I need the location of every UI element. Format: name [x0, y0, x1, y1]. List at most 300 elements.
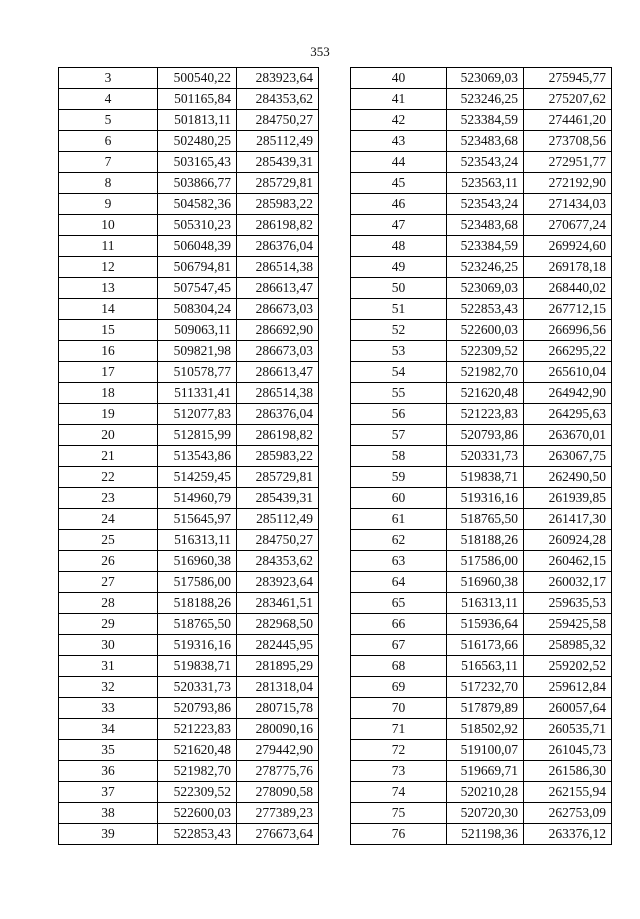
y-coordinate-cell: 275945,77	[524, 68, 612, 89]
x-coordinate-cell: 523483,68	[447, 131, 524, 152]
y-coordinate-cell: 271434,03	[524, 194, 612, 215]
point-number-cell: 37	[59, 782, 158, 803]
y-coordinate-cell: 268440,02	[524, 278, 612, 299]
x-coordinate-cell: 518765,50	[158, 614, 237, 635]
x-coordinate-cell: 519316,16	[158, 635, 237, 656]
table-row	[351, 173, 612, 194]
table-row	[351, 782, 612, 803]
x-coordinate-cell: 519838,71	[158, 656, 237, 677]
x-coordinate-cell: 521620,48	[447, 383, 524, 404]
table-row	[351, 614, 612, 635]
table-row	[59, 467, 319, 488]
table-row	[351, 551, 612, 572]
table-row	[59, 656, 319, 677]
y-coordinate-cell: 277389,23	[237, 803, 319, 824]
x-coordinate-cell: 517586,00	[158, 572, 237, 593]
table-row	[351, 404, 612, 425]
page-number: 353	[310, 44, 330, 59]
y-coordinate-cell: 267712,15	[524, 299, 612, 320]
point-number-cell: 58	[351, 446, 447, 467]
y-coordinate-cell: 284750,27	[237, 530, 319, 551]
point-number-cell: 54	[351, 362, 447, 383]
y-coordinate-cell: 261586,30	[524, 761, 612, 782]
table-row	[351, 68, 612, 89]
x-coordinate-cell: 523543,24	[447, 194, 524, 215]
y-coordinate-cell: 265610,04	[524, 362, 612, 383]
point-number-cell: 65	[351, 593, 447, 614]
y-coordinate-cell: 285439,31	[237, 152, 319, 173]
y-coordinate-cell: 286613,47	[237, 278, 319, 299]
y-coordinate-cell: 286198,82	[237, 425, 319, 446]
x-coordinate-cell: 522309,52	[158, 782, 237, 803]
point-number-cell: 31	[59, 656, 158, 677]
point-number-cell: 12	[59, 257, 158, 278]
table-row	[59, 677, 319, 698]
table-row	[351, 740, 612, 761]
y-coordinate-cell: 258985,32	[524, 635, 612, 656]
y-coordinate-cell: 285729,81	[237, 467, 319, 488]
table-row	[59, 215, 319, 236]
y-coordinate-cell: 261417,30	[524, 509, 612, 530]
table-row	[351, 299, 612, 320]
point-number-cell: 35	[59, 740, 158, 761]
x-coordinate-cell: 519316,16	[447, 488, 524, 509]
point-number-cell: 30	[59, 635, 158, 656]
point-number-cell: 29	[59, 614, 158, 635]
x-coordinate-cell: 501165,84	[158, 89, 237, 110]
x-coordinate-cell: 522309,52	[447, 341, 524, 362]
table-row	[351, 761, 612, 782]
point-number-cell: 33	[59, 698, 158, 719]
x-coordinate-cell: 516960,38	[158, 551, 237, 572]
point-number-cell: 75	[351, 803, 447, 824]
x-coordinate-cell: 516313,11	[158, 530, 237, 551]
point-number-cell: 59	[351, 467, 447, 488]
table-row	[59, 551, 319, 572]
point-number-cell: 76	[351, 824, 447, 845]
point-number-cell: 34	[59, 719, 158, 740]
point-number-cell: 24	[59, 509, 158, 530]
x-coordinate-cell: 514259,45	[158, 467, 237, 488]
table-row	[351, 257, 612, 278]
y-coordinate-cell: 284353,62	[237, 89, 319, 110]
table-row	[59, 194, 319, 215]
coordinates-table-left	[58, 67, 319, 845]
y-coordinate-cell: 281895,29	[237, 656, 319, 677]
x-coordinate-cell: 502480,25	[158, 131, 237, 152]
table-row	[351, 446, 612, 467]
table-row	[59, 740, 319, 761]
point-number-cell: 15	[59, 320, 158, 341]
table-row	[59, 572, 319, 593]
table-row	[59, 761, 319, 782]
table-row	[351, 194, 612, 215]
table-row	[59, 278, 319, 299]
point-number-cell: 44	[351, 152, 447, 173]
x-coordinate-cell: 522600,03	[447, 320, 524, 341]
y-coordinate-cell: 278090,58	[237, 782, 319, 803]
x-coordinate-cell: 521982,70	[447, 362, 524, 383]
x-coordinate-cell: 519669,71	[447, 761, 524, 782]
point-number-cell: 10	[59, 215, 158, 236]
x-coordinate-cell: 516313,11	[447, 593, 524, 614]
point-number-cell: 50	[351, 278, 447, 299]
y-coordinate-cell: 279442,90	[237, 740, 319, 761]
x-coordinate-cell: 509063,11	[158, 320, 237, 341]
x-coordinate-cell: 519100,07	[447, 740, 524, 761]
y-coordinate-cell: 272951,77	[524, 152, 612, 173]
table-row	[351, 509, 612, 530]
table-row	[351, 425, 612, 446]
point-number-cell: 61	[351, 509, 447, 530]
x-coordinate-cell: 504582,36	[158, 194, 237, 215]
y-coordinate-cell: 260924,28	[524, 530, 612, 551]
point-number-cell: 46	[351, 194, 447, 215]
table-row	[59, 635, 319, 656]
y-coordinate-cell: 283923,64	[237, 68, 319, 89]
x-coordinate-cell: 517586,00	[447, 551, 524, 572]
y-coordinate-cell: 259202,52	[524, 656, 612, 677]
table-row	[59, 782, 319, 803]
point-number-cell: 25	[59, 530, 158, 551]
point-number-cell: 20	[59, 425, 158, 446]
table-row	[59, 509, 319, 530]
x-coordinate-cell: 500540,22	[158, 68, 237, 89]
table-row	[59, 257, 319, 278]
y-coordinate-cell: 286692,90	[237, 320, 319, 341]
table-row	[351, 236, 612, 257]
y-coordinate-cell: 285439,31	[237, 488, 319, 509]
x-coordinate-cell: 522853,43	[447, 299, 524, 320]
y-coordinate-cell: 282968,50	[237, 614, 319, 635]
x-coordinate-cell: 509821,98	[158, 341, 237, 362]
x-coordinate-cell: 510578,77	[158, 362, 237, 383]
x-coordinate-cell: 518502,92	[447, 719, 524, 740]
table-row	[59, 425, 319, 446]
table-row	[59, 320, 319, 341]
point-number-cell: 71	[351, 719, 447, 740]
y-coordinate-cell: 266996,56	[524, 320, 612, 341]
x-coordinate-cell: 513543,86	[158, 446, 237, 467]
point-number-cell: 3	[59, 68, 158, 89]
y-coordinate-cell: 283923,64	[237, 572, 319, 593]
x-coordinate-cell: 515936,64	[447, 614, 524, 635]
point-number-cell: 49	[351, 257, 447, 278]
point-number-cell: 21	[59, 446, 158, 467]
point-number-cell: 66	[351, 614, 447, 635]
x-coordinate-cell: 508304,24	[158, 299, 237, 320]
point-number-cell: 48	[351, 236, 447, 257]
y-coordinate-cell: 261045,73	[524, 740, 612, 761]
x-coordinate-cell: 520210,28	[447, 782, 524, 803]
table-body	[351, 68, 612, 845]
point-number-cell: 70	[351, 698, 447, 719]
y-coordinate-cell: 278775,76	[237, 761, 319, 782]
y-coordinate-cell: 285112,49	[237, 131, 319, 152]
x-coordinate-cell: 520793,86	[158, 698, 237, 719]
table-row	[59, 110, 319, 131]
table-row	[59, 593, 319, 614]
x-coordinate-cell: 520793,86	[447, 425, 524, 446]
table-row	[351, 131, 612, 152]
x-coordinate-cell: 506048,39	[158, 236, 237, 257]
table-row	[351, 824, 612, 845]
point-number-cell: 22	[59, 467, 158, 488]
point-number-cell: 5	[59, 110, 158, 131]
point-number-cell: 40	[351, 68, 447, 89]
x-coordinate-cell: 519838,71	[447, 467, 524, 488]
table-row	[351, 152, 612, 173]
table-row	[351, 593, 612, 614]
y-coordinate-cell: 272192,90	[524, 173, 612, 194]
point-number-cell: 17	[59, 362, 158, 383]
table-row	[59, 341, 319, 362]
x-coordinate-cell: 507547,45	[158, 278, 237, 299]
x-coordinate-cell: 523246,25	[447, 257, 524, 278]
table-row	[351, 110, 612, 131]
y-coordinate-cell: 286673,03	[237, 299, 319, 320]
point-number-cell: 27	[59, 572, 158, 593]
x-coordinate-cell: 517232,70	[447, 677, 524, 698]
point-number-cell: 14	[59, 299, 158, 320]
x-coordinate-cell: 518188,26	[158, 593, 237, 614]
table-row	[59, 383, 319, 404]
table-row	[351, 572, 612, 593]
x-coordinate-cell: 518188,26	[447, 530, 524, 551]
table-row	[351, 635, 612, 656]
point-number-cell: 60	[351, 488, 447, 509]
table-row	[59, 131, 319, 152]
y-coordinate-cell: 261939,85	[524, 488, 612, 509]
x-coordinate-cell: 501813,11	[158, 110, 237, 131]
table-row	[59, 362, 319, 383]
table-row	[351, 215, 612, 236]
point-number-cell: 74	[351, 782, 447, 803]
point-number-cell: 41	[351, 89, 447, 110]
x-coordinate-cell: 518765,50	[447, 509, 524, 530]
x-coordinate-cell: 522853,43	[158, 824, 237, 845]
coordinates-table-right	[350, 67, 612, 845]
y-coordinate-cell: 274461,20	[524, 110, 612, 131]
point-number-cell: 52	[351, 320, 447, 341]
table-row	[59, 719, 319, 740]
y-coordinate-cell: 269178,18	[524, 257, 612, 278]
y-coordinate-cell: 280090,16	[237, 719, 319, 740]
table-row	[59, 530, 319, 551]
x-coordinate-cell: 514960,79	[158, 488, 237, 509]
y-coordinate-cell: 280715,78	[237, 698, 319, 719]
x-coordinate-cell: 505310,23	[158, 215, 237, 236]
table-row	[59, 236, 319, 257]
table-row	[351, 467, 612, 488]
y-coordinate-cell: 269924,60	[524, 236, 612, 257]
x-coordinate-cell: 503165,43	[158, 152, 237, 173]
x-coordinate-cell: 516173,66	[447, 635, 524, 656]
point-number-cell: 47	[351, 215, 447, 236]
x-coordinate-cell: 523246,25	[447, 89, 524, 110]
y-coordinate-cell: 264942,90	[524, 383, 612, 404]
x-coordinate-cell: 523069,03	[447, 68, 524, 89]
table-row	[351, 362, 612, 383]
x-coordinate-cell: 521198,36	[447, 824, 524, 845]
point-number-cell: 19	[59, 404, 158, 425]
y-coordinate-cell: 276673,64	[237, 824, 319, 845]
x-coordinate-cell: 523384,59	[447, 110, 524, 131]
point-number-cell: 56	[351, 404, 447, 425]
x-coordinate-cell: 522600,03	[158, 803, 237, 824]
point-number-cell: 43	[351, 131, 447, 152]
table-row	[351, 89, 612, 110]
point-number-cell: 57	[351, 425, 447, 446]
y-coordinate-cell: 286514,38	[237, 383, 319, 404]
x-coordinate-cell: 520331,73	[158, 677, 237, 698]
table-row	[59, 446, 319, 467]
table-row	[351, 698, 612, 719]
table-row	[351, 656, 612, 677]
y-coordinate-cell: 285983,22	[237, 194, 319, 215]
point-number-cell: 45	[351, 173, 447, 194]
y-coordinate-cell: 282445,95	[237, 635, 319, 656]
table-row	[351, 383, 612, 404]
point-number-cell: 55	[351, 383, 447, 404]
point-number-cell: 8	[59, 173, 158, 194]
x-coordinate-cell: 503866,77	[158, 173, 237, 194]
y-coordinate-cell: 286376,04	[237, 236, 319, 257]
y-coordinate-cell: 260057,64	[524, 698, 612, 719]
table-row	[351, 320, 612, 341]
point-number-cell: 69	[351, 677, 447, 698]
table-row	[351, 341, 612, 362]
point-number-cell: 6	[59, 131, 158, 152]
x-coordinate-cell: 523384,59	[447, 236, 524, 257]
x-coordinate-cell: 521223,83	[158, 719, 237, 740]
y-coordinate-cell: 263067,75	[524, 446, 612, 467]
table-row	[351, 677, 612, 698]
point-number-cell: 42	[351, 110, 447, 131]
y-coordinate-cell: 286613,47	[237, 362, 319, 383]
table-row	[59, 173, 319, 194]
y-coordinate-cell: 260535,71	[524, 719, 612, 740]
table-row	[59, 299, 319, 320]
table-row	[59, 404, 319, 425]
y-coordinate-cell: 273708,56	[524, 131, 612, 152]
point-number-cell: 72	[351, 740, 447, 761]
table-row	[59, 803, 319, 824]
y-coordinate-cell: 281318,04	[237, 677, 319, 698]
y-coordinate-cell: 285112,49	[237, 509, 319, 530]
y-coordinate-cell: 275207,62	[524, 89, 612, 110]
y-coordinate-cell: 262155,94	[524, 782, 612, 803]
point-number-cell: 32	[59, 677, 158, 698]
x-coordinate-cell: 512815,99	[158, 425, 237, 446]
x-coordinate-cell: 512077,83	[158, 404, 237, 425]
y-coordinate-cell: 286198,82	[237, 215, 319, 236]
table-row	[59, 698, 319, 719]
table-body	[59, 68, 319, 845]
y-coordinate-cell: 286673,03	[237, 341, 319, 362]
x-coordinate-cell: 520720,30	[447, 803, 524, 824]
y-coordinate-cell: 259635,53	[524, 593, 612, 614]
point-number-cell: 51	[351, 299, 447, 320]
x-coordinate-cell: 515645,97	[158, 509, 237, 530]
y-coordinate-cell: 259612,84	[524, 677, 612, 698]
table-row	[59, 488, 319, 509]
point-number-cell: 7	[59, 152, 158, 173]
point-number-cell: 68	[351, 656, 447, 677]
x-coordinate-cell: 523069,03	[447, 278, 524, 299]
y-coordinate-cell: 266295,22	[524, 341, 612, 362]
table-row	[59, 68, 319, 89]
y-coordinate-cell: 262753,09	[524, 803, 612, 824]
point-number-cell: 67	[351, 635, 447, 656]
table-row	[59, 89, 319, 110]
table-row	[59, 152, 319, 173]
point-number-cell: 16	[59, 341, 158, 362]
y-coordinate-cell: 263670,01	[524, 425, 612, 446]
x-coordinate-cell: 516563,11	[447, 656, 524, 677]
y-coordinate-cell: 286376,04	[237, 404, 319, 425]
table-row	[351, 803, 612, 824]
x-coordinate-cell: 511331,41	[158, 383, 237, 404]
point-number-cell: 64	[351, 572, 447, 593]
x-coordinate-cell: 523483,68	[447, 215, 524, 236]
y-coordinate-cell: 263376,12	[524, 824, 612, 845]
table-row	[59, 824, 319, 845]
y-coordinate-cell: 284353,62	[237, 551, 319, 572]
point-number-cell: 39	[59, 824, 158, 845]
y-coordinate-cell: 260032,17	[524, 572, 612, 593]
y-coordinate-cell: 260462,15	[524, 551, 612, 572]
point-number-cell: 4	[59, 89, 158, 110]
x-coordinate-cell: 523563,11	[447, 173, 524, 194]
y-coordinate-cell: 286514,38	[237, 257, 319, 278]
point-number-cell: 18	[59, 383, 158, 404]
x-coordinate-cell: 521223,83	[447, 404, 524, 425]
point-number-cell: 36	[59, 761, 158, 782]
point-number-cell: 63	[351, 551, 447, 572]
y-coordinate-cell: 262490,50	[524, 467, 612, 488]
y-coordinate-cell: 285729,81	[237, 173, 319, 194]
y-coordinate-cell: 259425,58	[524, 614, 612, 635]
point-number-cell: 28	[59, 593, 158, 614]
table-row	[59, 614, 319, 635]
point-number-cell: 73	[351, 761, 447, 782]
y-coordinate-cell: 264295,63	[524, 404, 612, 425]
y-coordinate-cell: 283461,51	[237, 593, 319, 614]
x-coordinate-cell: 520331,73	[447, 446, 524, 467]
table-row	[351, 278, 612, 299]
y-coordinate-cell: 284750,27	[237, 110, 319, 131]
x-coordinate-cell: 506794,81	[158, 257, 237, 278]
point-number-cell: 53	[351, 341, 447, 362]
x-coordinate-cell: 521982,70	[158, 761, 237, 782]
point-number-cell: 13	[59, 278, 158, 299]
y-coordinate-cell: 285983,22	[237, 446, 319, 467]
point-number-cell: 23	[59, 488, 158, 509]
table-row	[351, 530, 612, 551]
table-row	[351, 488, 612, 509]
x-coordinate-cell: 517879,89	[447, 698, 524, 719]
table-row	[351, 719, 612, 740]
x-coordinate-cell: 521620,48	[158, 740, 237, 761]
point-number-cell: 26	[59, 551, 158, 572]
point-number-cell: 38	[59, 803, 158, 824]
point-number-cell: 11	[59, 236, 158, 257]
point-number-cell: 62	[351, 530, 447, 551]
x-coordinate-cell: 516960,38	[447, 572, 524, 593]
y-coordinate-cell: 270677,24	[524, 215, 612, 236]
x-coordinate-cell: 523543,24	[447, 152, 524, 173]
